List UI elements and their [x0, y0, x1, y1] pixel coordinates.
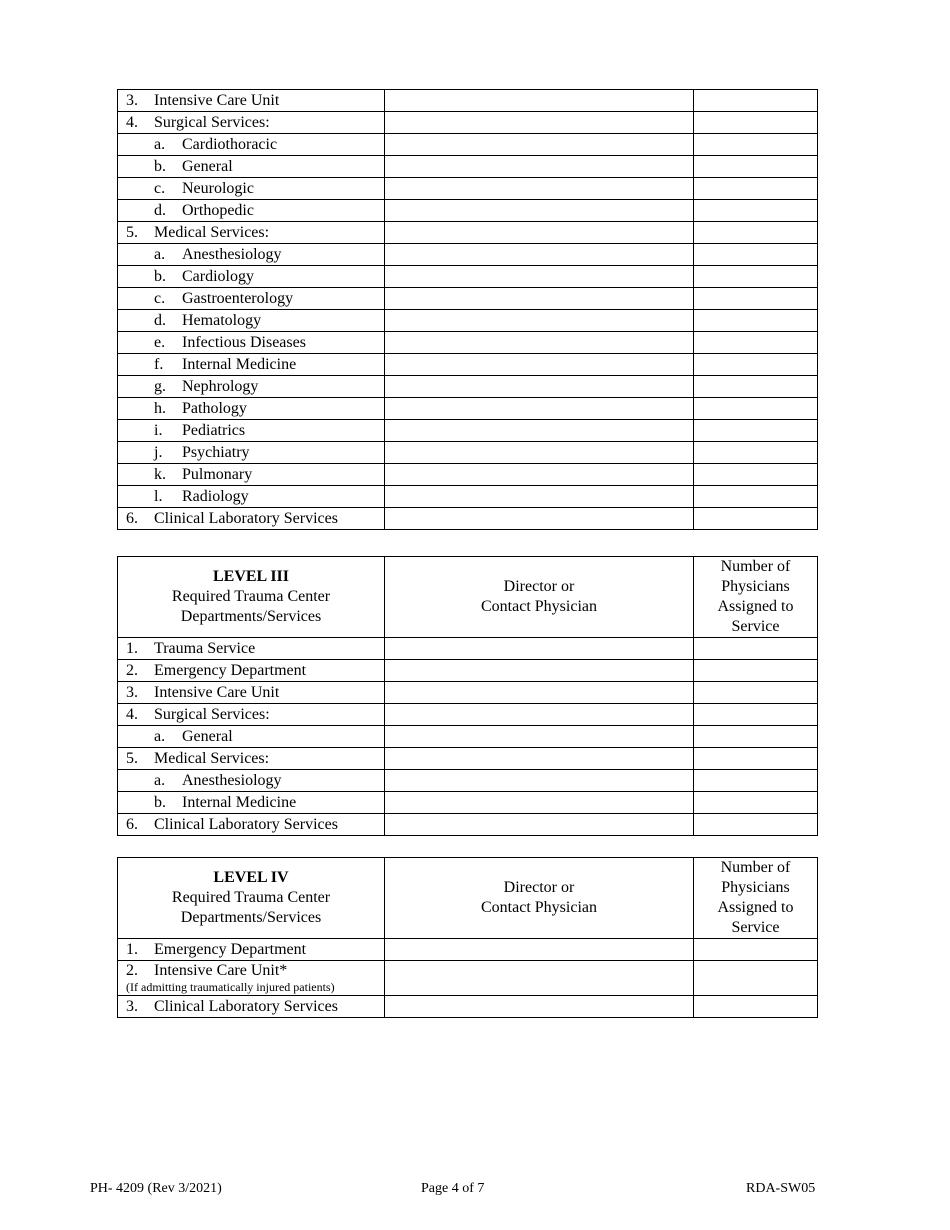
- department-item: [118, 962, 384, 980]
- department-item: [118, 157, 384, 177]
- item-label: Surgical Services:: [154, 113, 270, 131]
- table-row: [118, 288, 818, 310]
- table-row: [118, 156, 818, 178]
- item-label: Radiology: [182, 487, 249, 505]
- department-item: [118, 771, 384, 791]
- director-input-cell[interactable]: [385, 222, 694, 244]
- department-item: [118, 727, 384, 747]
- item-number: h.: [154, 399, 166, 417]
- table-row: [118, 996, 818, 1018]
- level3-header-line1: Required Trauma Center: [171, 588, 331, 605]
- item-number: a.: [154, 245, 166, 263]
- department-cell: [118, 792, 385, 814]
- director-input-cell[interactable]: [385, 266, 694, 288]
- item-number: k.: [154, 465, 166, 483]
- level3-num-line1: Number of: [720, 558, 791, 575]
- department-item: [118, 815, 384, 835]
- director-input-cell[interactable]: [385, 156, 694, 178]
- department-cell: [118, 939, 385, 961]
- director-input-cell[interactable]: [385, 112, 694, 134]
- item-number: b.: [154, 793, 166, 811]
- item-number: 5.: [126, 749, 138, 767]
- department-item: [118, 705, 384, 725]
- level4-header-line1: Required Trauma Center: [171, 889, 331, 906]
- physician-count-cell[interactable]: [694, 112, 818, 134]
- item-label: Orthopedic: [182, 201, 254, 219]
- table-row: [118, 398, 818, 420]
- physician-count-cell[interactable]: [694, 961, 818, 996]
- director-input-cell[interactable]: [385, 90, 694, 112]
- director-input-cell[interactable]: [385, 398, 694, 420]
- director-input-cell[interactable]: [385, 442, 694, 464]
- department-item: [118, 465, 384, 485]
- department-cell: [118, 156, 385, 178]
- level4-header-row: [118, 858, 818, 939]
- director-input-cell[interactable]: [385, 961, 694, 996]
- table-row: [118, 726, 818, 748]
- department-cell: [118, 996, 385, 1018]
- level4-num-line3: Assigned to: [717, 899, 794, 916]
- item-label: Intensive Care Unit: [154, 91, 280, 109]
- table-row: [118, 134, 818, 156]
- item-label: Internal Medicine: [182, 793, 297, 811]
- director-input-cell[interactable]: [385, 332, 694, 354]
- department-cell: [118, 288, 385, 310]
- department-item: [118, 245, 384, 265]
- department-cell: [118, 660, 385, 682]
- department-cell: [118, 134, 385, 156]
- level3-num-line2: Physicians: [721, 578, 790, 595]
- table-row: [118, 112, 818, 134]
- item-number: l.: [154, 487, 163, 505]
- physician-count-cell[interactable]: [694, 354, 818, 376]
- department-cell: [118, 770, 385, 792]
- department-cell: [118, 354, 385, 376]
- department-cell: [118, 112, 385, 134]
- department-cell: [118, 310, 385, 332]
- table-row: [118, 376, 818, 398]
- level4-director-header: [385, 858, 694, 939]
- department-cell: [118, 704, 385, 726]
- table-row: [118, 770, 818, 792]
- director-input-cell[interactable]: [385, 638, 694, 660]
- item-number: b.: [154, 157, 166, 175]
- level3-director-line2: Contact Physician: [481, 598, 597, 615]
- department-item: [118, 223, 384, 243]
- table-row: [118, 748, 818, 770]
- physician-count-cell[interactable]: [694, 939, 818, 961]
- item-number: 1.: [126, 639, 138, 657]
- physician-count-cell[interactable]: [694, 332, 818, 354]
- department-item: [118, 333, 384, 353]
- department-cell: [118, 638, 385, 660]
- physician-count-cell[interactable]: [694, 420, 818, 442]
- department-cell: [118, 244, 385, 266]
- physician-count-cell[interactable]: [694, 90, 818, 112]
- table-row: [118, 486, 818, 508]
- table-row: [118, 244, 818, 266]
- director-input-cell[interactable]: [385, 244, 694, 266]
- level3-num-line3: Assigned to: [717, 598, 794, 615]
- form-code: RDA-SW05: [746, 1181, 816, 1196]
- item-number: e.: [154, 333, 166, 351]
- table-row: [118, 792, 818, 814]
- level3-header-row: [118, 557, 818, 638]
- physician-count-cell[interactable]: [694, 222, 818, 244]
- physician-count-cell[interactable]: [694, 464, 818, 486]
- department-cell: [118, 682, 385, 704]
- department-cell: [118, 222, 385, 244]
- department-cell: [118, 332, 385, 354]
- item-label: Pediatrics: [182, 421, 246, 439]
- department-cell: [118, 398, 385, 420]
- director-input-cell[interactable]: [385, 814, 694, 836]
- item-number: 4.: [126, 705, 138, 723]
- department-item: [118, 179, 384, 199]
- level3-header-line2: Departments/Services: [180, 608, 322, 625]
- director-input-cell[interactable]: [385, 200, 694, 222]
- table-row: [118, 420, 818, 442]
- table-row: [118, 814, 818, 836]
- department-cell: [118, 90, 385, 112]
- table-row: [118, 442, 818, 464]
- physician-count-cell[interactable]: [694, 266, 818, 288]
- item-number: i.: [154, 421, 163, 439]
- page-number: Page 4 of 7: [421, 1181, 485, 1196]
- item-number: 1.: [126, 940, 138, 958]
- director-input-cell[interactable]: [385, 376, 694, 398]
- item-number: c.: [154, 179, 166, 197]
- item-label: Anesthesiology: [182, 771, 282, 789]
- item-label: Pulmonary: [182, 465, 253, 483]
- director-input-cell[interactable]: [385, 682, 694, 704]
- physician-count-cell[interactable]: [694, 814, 818, 836]
- item-label: General: [182, 727, 233, 745]
- table-row: [118, 660, 818, 682]
- item-label: Psychiatry: [182, 443, 250, 461]
- level4-director-line1: Director or: [503, 879, 575, 896]
- level4-table: [117, 857, 818, 1018]
- item-label: Internal Medicine: [182, 355, 297, 373]
- director-input-cell[interactable]: [385, 178, 694, 200]
- department-item: [118, 91, 384, 111]
- department-item: [118, 377, 384, 397]
- physician-count-cell[interactable]: [694, 660, 818, 682]
- item-number: g.: [154, 377, 166, 395]
- item-number: c.: [154, 289, 166, 307]
- level4-header-line2: Departments/Services: [180, 909, 322, 926]
- item-number: b.: [154, 267, 166, 285]
- director-input-cell[interactable]: [385, 464, 694, 486]
- physician-count-cell[interactable]: [694, 638, 818, 660]
- department-item: [118, 399, 384, 419]
- department-cell: [118, 376, 385, 398]
- item-label: General: [182, 157, 233, 175]
- level2-continued-table: [117, 89, 818, 530]
- department-item: [118, 749, 384, 769]
- item-number: 6.: [126, 509, 138, 527]
- department-item: [118, 793, 384, 813]
- item-number: 3.: [126, 997, 138, 1015]
- department-cell: [118, 748, 385, 770]
- item-note: (If admitting traumatically injured patients): [126, 980, 335, 994]
- physician-count-cell[interactable]: [694, 134, 818, 156]
- level4-num-line2: Physicians: [721, 879, 790, 896]
- level3-title: LEVEL III: [212, 568, 290, 585]
- item-number: 4.: [126, 113, 138, 131]
- physician-count-cell[interactable]: [694, 792, 818, 814]
- department-cell: [118, 508, 385, 530]
- level3-dept-header: [118, 557, 385, 638]
- director-input-cell[interactable]: [385, 939, 694, 961]
- table-row: [118, 310, 818, 332]
- department-item: [118, 940, 384, 960]
- physician-count-cell[interactable]: [694, 244, 818, 266]
- department-item: [118, 683, 384, 703]
- item-label: Clinical Laboratory Services: [154, 509, 338, 527]
- department-cell: [118, 442, 385, 464]
- item-label: Anesthesiology: [182, 245, 282, 263]
- item-label: Intensive Care Unit: [154, 683, 280, 701]
- physician-count-cell[interactable]: [694, 376, 818, 398]
- table-row: [118, 266, 818, 288]
- department-item: [118, 355, 384, 375]
- department-cell: [118, 200, 385, 222]
- item-label: Gastroenterology: [182, 289, 294, 307]
- table-row: [118, 332, 818, 354]
- table-row: [118, 354, 818, 376]
- department-item: [118, 487, 384, 507]
- department-item: [118, 661, 384, 681]
- director-input-cell[interactable]: [385, 354, 694, 376]
- department-cell: [118, 814, 385, 836]
- department-cell: [118, 464, 385, 486]
- item-number: f.: [154, 355, 164, 373]
- department-item: [118, 201, 384, 221]
- physician-count-cell[interactable]: [694, 704, 818, 726]
- table-row: [118, 682, 818, 704]
- physician-count-cell[interactable]: [694, 398, 818, 420]
- director-input-cell[interactable]: [385, 792, 694, 814]
- item-label: Hematology: [182, 311, 262, 329]
- item-label: Trauma Service: [154, 639, 256, 657]
- table-row: [118, 178, 818, 200]
- director-input-cell[interactable]: [385, 310, 694, 332]
- level4-num-line1: Number of: [720, 859, 791, 876]
- item-label: Medical Services:: [154, 749, 270, 767]
- physician-count-cell[interactable]: [694, 996, 818, 1018]
- department-cell: [118, 266, 385, 288]
- department-item: [118, 509, 384, 529]
- level3-num-line4: Service: [731, 618, 780, 635]
- table-row: [118, 200, 818, 222]
- department-item: [118, 997, 384, 1017]
- item-label: Surgical Services:: [154, 705, 270, 723]
- department-item: [118, 113, 384, 133]
- level4-title: LEVEL IV: [213, 869, 289, 886]
- item-label: Clinical Laboratory Services: [154, 997, 338, 1015]
- item-number: a.: [154, 771, 166, 789]
- level4-num-line4: Service: [731, 919, 780, 936]
- item-number: a.: [154, 135, 166, 153]
- item-label: Intensive Care Unit*: [154, 962, 288, 979]
- item-number: a.: [154, 727, 166, 745]
- level3-num-header: [694, 557, 818, 638]
- department-item: [118, 289, 384, 309]
- item-label: Nephrology: [182, 377, 259, 395]
- level4-director-line2: Contact Physician: [481, 899, 597, 916]
- item-number: 2.: [126, 661, 138, 679]
- table-row: [118, 939, 818, 961]
- item-number: 2.: [126, 962, 138, 979]
- physician-count-cell[interactable]: [694, 682, 818, 704]
- item-number: 5.: [126, 223, 138, 241]
- table-row: [118, 464, 818, 486]
- item-number: 3.: [126, 91, 138, 109]
- physician-count-cell[interactable]: [694, 178, 818, 200]
- table-row: [118, 222, 818, 244]
- director-input-cell[interactable]: [385, 660, 694, 682]
- level3-director-header: [385, 557, 694, 638]
- department-cell: [118, 726, 385, 748]
- item-label: Pathology: [182, 399, 247, 417]
- table-row: [118, 638, 818, 660]
- item-label: Emergency Department: [154, 940, 307, 958]
- director-input-cell[interactable]: [385, 748, 694, 770]
- physician-count-cell[interactable]: [694, 442, 818, 464]
- director-input-cell[interactable]: [385, 770, 694, 792]
- director-input-cell[interactable]: [385, 134, 694, 156]
- item-number: 6.: [126, 815, 138, 833]
- item-label: Neurologic: [182, 179, 254, 197]
- physician-count-cell[interactable]: [694, 726, 818, 748]
- table-row: [118, 704, 818, 726]
- form-id: PH- 4209 (Rev 3/2021): [90, 1181, 222, 1196]
- physician-count-cell[interactable]: [694, 310, 818, 332]
- department-item: [118, 639, 384, 659]
- item-label: Emergency Department: [154, 661, 307, 679]
- department-item: [118, 135, 384, 155]
- table-row: [118, 508, 818, 530]
- item-number: d.: [154, 311, 166, 329]
- director-input-cell[interactable]: [385, 420, 694, 442]
- item-label: Cardiology: [182, 267, 254, 285]
- level3-table: [117, 556, 818, 836]
- physician-count-cell[interactable]: [694, 288, 818, 310]
- table-row: [118, 961, 818, 996]
- table-row: [118, 90, 818, 112]
- director-input-cell[interactable]: [385, 704, 694, 726]
- director-input-cell[interactable]: [385, 726, 694, 748]
- item-label: Clinical Laboratory Services: [154, 815, 338, 833]
- department-cell: [118, 420, 385, 442]
- director-input-cell[interactable]: [385, 508, 694, 530]
- item-label: Medical Services:: [154, 223, 270, 241]
- item-number: d.: [154, 201, 166, 219]
- director-input-cell[interactable]: [385, 486, 694, 508]
- level3-director-line1: Director or: [503, 578, 575, 595]
- department-cell: [118, 178, 385, 200]
- department-item: [118, 267, 384, 287]
- level4-dept-header: [118, 858, 385, 939]
- department-item: [118, 421, 384, 441]
- department-cell: [118, 961, 385, 996]
- level4-num-header: [694, 858, 818, 939]
- physician-count-cell[interactable]: [694, 200, 818, 222]
- physician-count-cell[interactable]: [694, 748, 818, 770]
- physician-count-cell[interactable]: [694, 156, 818, 178]
- item-label: Infectious Diseases: [182, 333, 306, 351]
- department-item: [118, 443, 384, 463]
- department-cell: [118, 486, 385, 508]
- director-input-cell[interactable]: [385, 996, 694, 1018]
- department-item: [118, 311, 384, 331]
- physician-count-cell[interactable]: [694, 508, 818, 530]
- physician-count-cell[interactable]: [694, 486, 818, 508]
- item-number: j.: [154, 443, 163, 461]
- item-label: Cardiothoracic: [182, 135, 278, 153]
- item-number: 3.: [126, 683, 138, 701]
- director-input-cell[interactable]: [385, 288, 694, 310]
- physician-count-cell[interactable]: [694, 770, 818, 792]
